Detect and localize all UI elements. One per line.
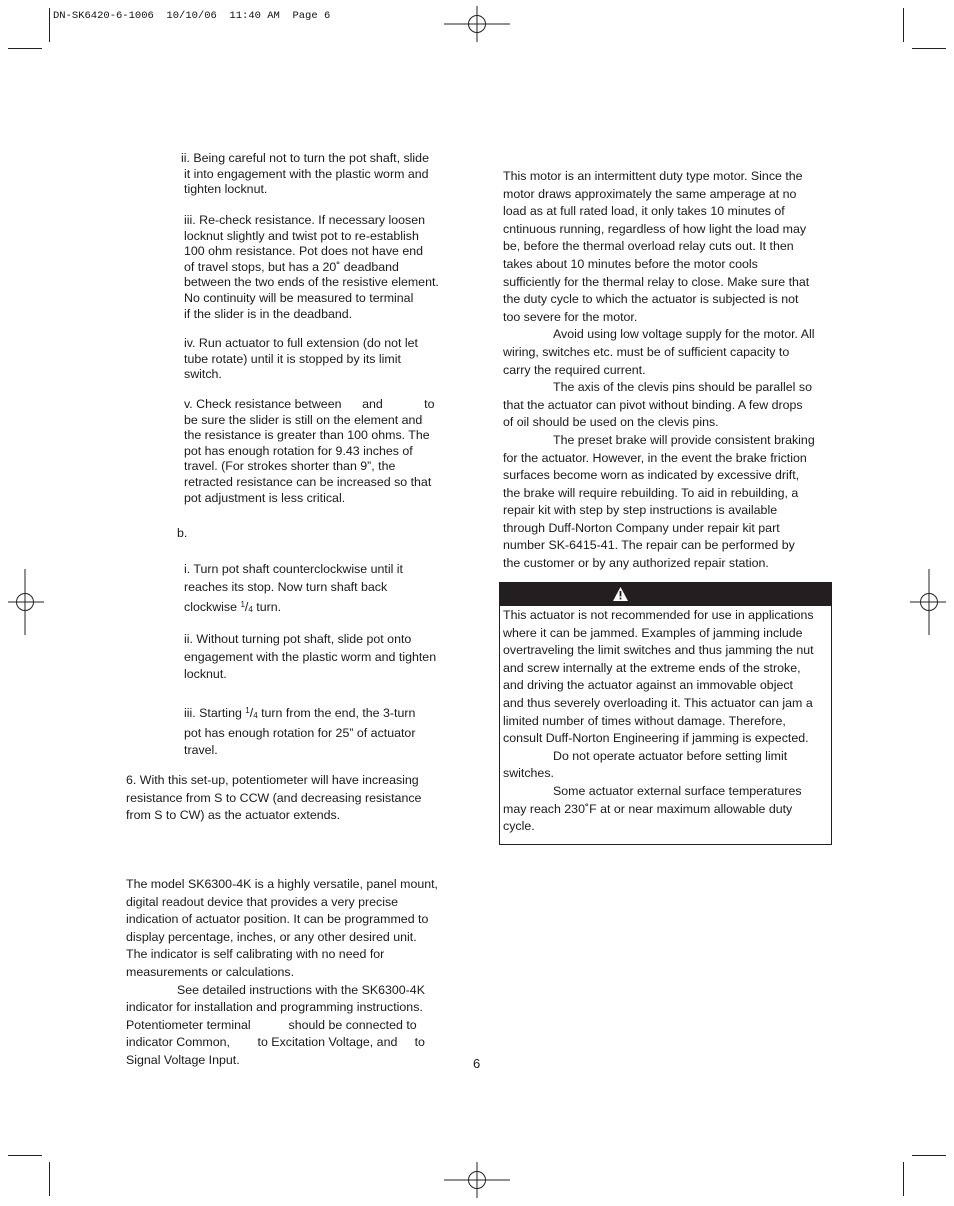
warning-header-bar [499,582,832,606]
text-line: consult Duff-Norton Engineering if jamming is expected. [503,731,809,746]
text-line: the customer or by any authorized repair station. [503,556,769,571]
text-line: be sure the slider is still on the element and [184,412,423,427]
crop-mark [49,1162,50,1196]
text-line: load as at full rated load, it only takes 10 minutes of [503,204,785,219]
text-run: turn from the end, the 3-turn [257,706,416,720]
text-line: No continuity will be measured to terminal [184,290,414,305]
text-line: Signal Voltage Input. [126,1052,240,1067]
step-iv [184,336,454,383]
text-line [184,702,454,725]
text-line: v. Check resistance between and to [184,397,435,411]
text-line: switch. [184,367,222,382]
text-line: pot has enough rotation for 9.43 inches of [184,443,413,458]
text-line: number SK-6415-41. The repair can be performed by [503,538,795,553]
fraction-numerator: 1 [240,600,245,610]
text-line: This actuator is not recommended for use in applications [503,608,814,622]
text-line: indicator Common, to Excitation Voltage, and to [126,1035,425,1050]
text-line: The model SK6300-4K is a highly versatile, panel mount, [126,877,439,891]
text-line: measurements or calculations. [126,964,295,979]
text-line: overtraveling the limit switches and thus jamming the nut [503,643,814,658]
text-line: i. Turn pot shaft counterclockwise until it [184,562,404,576]
crop-mark [8,1155,42,1156]
text-line: indicator for installation and programming instructions. [126,1000,423,1015]
text-line: for the actuator. However, in the event the brake friction [503,450,807,465]
text-line: from S to CW) as the actuator extends. [126,808,341,823]
text-line: switches. [503,766,554,781]
text-line: retracted resistance can be increased so that [184,474,432,489]
crop-mark [903,1162,904,1196]
registration-mark-icon [8,569,44,635]
step-iii [184,213,454,322]
fraction-slash: / [249,706,254,720]
option-b-step-ii [184,631,454,684]
step-6 [126,772,456,825]
text-line: Avoid using low voltage supply for the motor. All [553,327,815,342]
crop-mark [903,8,904,42]
text-line: if the slider is in the deadband. [184,306,353,321]
crop-mark [49,8,50,42]
text-line: the brake will require rebuilding. To aid in rebuilding, a [503,485,799,500]
motor-section [503,168,829,573]
registration-mark-icon [444,6,510,42]
text-line: limited number of times without damage. Therefore, [503,713,786,728]
text-line: and thus severely overloading it. This actuator can jam a [503,695,813,710]
text-line: sufficiently for the thermal relay to close. Make sure that [503,274,810,289]
text-line: This motor is an intermittent duty type motor. Since the [503,169,803,183]
text-line: of travel stops, but has a 20˚ deadband [184,259,399,274]
text-line: reaches its stop. Now turn shaft back [184,579,388,594]
text-line: iv. Run actuator to full extension (do not let [184,336,418,350]
option-b-step-iii [184,702,454,760]
text-line: display percentage, inches, or any other desired unit. [126,929,417,944]
text-line: where it can be jammed. Examples of jamming include [503,625,803,640]
text-run: iii. Starting [184,706,246,720]
text-line: the resistance is greater than 100 ohms. The [184,428,430,443]
print-slug: DN-SK6420-6-1006 10/10/06 11:40 AM Page 6 [53,10,331,22]
text-line: Do not operate actuator before setting limit [553,748,788,763]
text-line: travel. [184,743,218,758]
text-line: digital readout device that provides a very precise [126,894,399,909]
text-line: repair kit with step by step instructions is available [503,503,778,518]
fraction-denominator: 4 [248,605,253,615]
text-line [184,596,454,619]
text-line: 6. With this set-up, potentiometer will have increasing [126,773,419,787]
text-line: indication of actuator position. It can be programmed to [126,912,429,927]
text-line: See detailed instructions with the SK6300-4K [177,982,425,997]
text-line: Potentiometer terminal should be connected to [126,1017,417,1032]
warning-text [503,607,829,836]
crop-mark [8,48,42,49]
crop-mark [912,1155,946,1156]
registration-mark-icon [910,569,946,635]
text-line: The axis of the clevis pins should be parallel so [553,380,812,395]
text-line: tighten locknut. [184,182,268,197]
text-line: The preset brake will provide consistent braking [553,432,815,447]
text-run: clockwise [184,600,241,615]
registration-mark-icon [444,1162,510,1198]
text-line: carry the required current. [503,362,646,377]
step-ii [181,151,451,198]
option-b-step-i [184,561,454,619]
text-line: it into engagement with the plastic worm and [184,166,429,181]
text-line: takes about 10 minutes before the motor cools [503,256,758,271]
text-line: resistance from S to CCW (and decreasing resistance [126,790,422,805]
text-line: may reach 230˚F at or near maximum allowable duty [503,801,793,816]
warning-triangle-icon [612,586,629,602]
text-line: that the actuator can pivot without binding. A few drops [503,397,803,412]
text-line: motor draws approximately the same amperage at no [503,186,797,201]
text-line: and screw internally at the extreme ends of the stroke, [503,660,801,675]
text-line: too severe for the motor. [503,309,638,324]
text-line: Some actuator external surface temperatures [553,783,802,798]
fraction-denominator: 4 [253,711,258,720]
crop-mark [912,48,946,49]
text-line: and driving the actuator against an immovable object [503,678,793,693]
fraction-numerator: 1 [245,706,250,715]
text-line: of oil should be used on the clevis pins. [503,415,719,430]
text-line: ii. Being careful not to turn the pot shaft, slide [181,151,429,165]
text-line: locknut slightly and twist pot to re-establish [184,228,419,243]
text-line: through Duff-Norton Company under repair kit part [503,520,780,535]
text-line: between the two ends of the resistive element. [184,275,439,290]
text-line: 100 ohm resistance. Pot does not have end [184,244,424,259]
text-line: cycle. [503,819,535,834]
fraction-slash: / [244,600,249,615]
text-line: be, before the thermal overload relay cuts out. It then [503,239,794,254]
text-line: pot adjustment is less critical. [184,490,346,505]
sk6300-description [126,876,456,1070]
text-line: iii. Re-check resistance. If necessary loosen [184,213,426,227]
text-run: turn. [252,600,282,615]
text-line: the duty cycle to which the actuator is subjected is not [503,292,799,307]
text-line: The indicator is self calibrating with no need for [126,947,385,962]
text-line: travel. (For strokes shorter than 9”, the [184,459,396,474]
text-line: tube rotate) until it is stopped by its limit [184,351,401,366]
text-line: engagement with the plastic worm and tighten [184,649,437,664]
option-b-label: b. [177,526,188,540]
text-line: surfaces become worn as indicated by excessive drift, [503,468,800,483]
step-v [184,397,454,506]
text-line: cntinuous running, regardless of how light the load may [503,221,807,236]
text-line: pot has enough rotation for 25” of actuator [184,725,416,740]
page-number: 6 [473,1056,481,1071]
text-line: locknut. [184,667,227,682]
text-line: wiring, switches etc. must be of sufficient capacity to [503,344,790,359]
text-line: ii. Without turning pot shaft, slide pot onto [184,632,412,646]
